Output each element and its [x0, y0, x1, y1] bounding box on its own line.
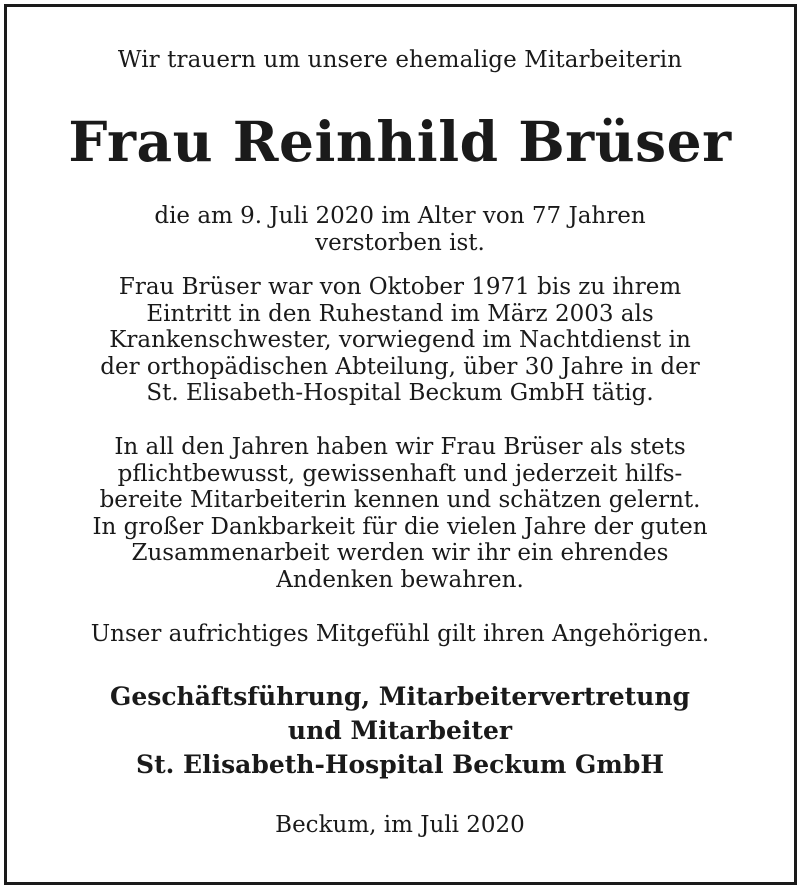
text-line: In all den Jahren haben wir Frau Brüser als stets	[114, 434, 686, 460]
signature-line: Geschäftsführung, Mitarbeitervertretung	[109, 682, 691, 711]
text-line: Krankenschwester, vorwiegend im Nachtdienst in	[109, 327, 691, 353]
tribute-paragraph	[0, 434, 800, 593]
signature-line: St. Elisabeth-Hospital Beckum GmbH	[136, 750, 664, 779]
text-line: St. Elisabeth-Hospital Beckum GmbH tätig.	[146, 380, 654, 406]
death-notice-paragraph	[0, 203, 800, 256]
text-line: der orthopädischen Abteilung, über 30 Jahre in der	[100, 353, 700, 380]
deceased-name: Frau Reinhild Brüser	[68, 109, 732, 174]
text-line: bereite Mitarbeiterin kennen und schätzen gelernt.	[99, 487, 701, 513]
signature-block	[0, 680, 800, 782]
text-line: In großer Dankbarkeit für die vielen Jahre der guten	[92, 513, 708, 540]
career-paragraph	[0, 274, 800, 407]
text-line: Andenken bewahren.	[276, 566, 524, 593]
text-line: pflichtbewusst, gewissenhaft und jederzeit hilfs-	[117, 460, 683, 487]
text-line: Eintritt in den Ruhestand im März 2003 als	[146, 300, 654, 327]
intro-line: Wir trauern um unsere ehemalige Mitarbeiterin	[117, 47, 683, 73]
signature-line: und Mitarbeiter	[287, 716, 513, 745]
text-line: die am 9. Juli 2020 im Alter von 77 Jahren	[154, 203, 646, 229]
place-date: Beckum, im Juli 2020	[275, 812, 525, 838]
text-line: verstorben ist.	[315, 229, 485, 256]
text-line: Frau Brüser war von Oktober 1971 bis zu ihrem	[118, 274, 682, 300]
text-line: Zusammenarbeit werden wir ihr ein ehrendes	[131, 540, 669, 566]
condolence-line: Unser aufrichtiges Mitgefühl gilt ihren Angehörigen.	[90, 621, 710, 647]
